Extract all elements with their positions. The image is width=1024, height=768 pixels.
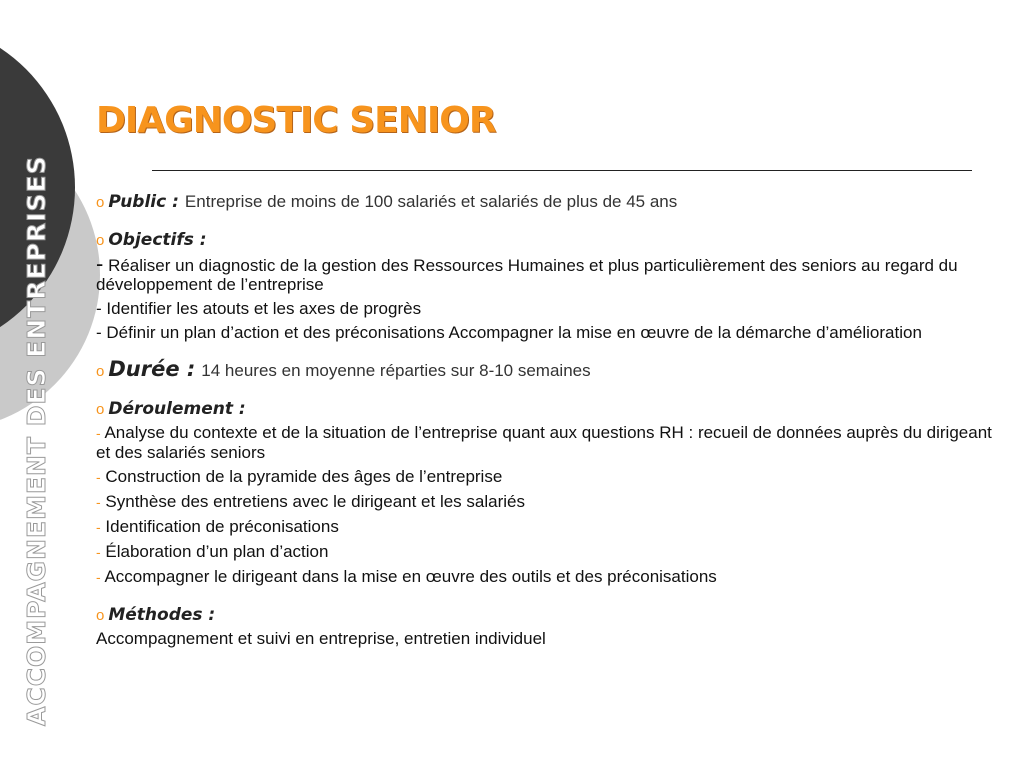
public-text: Entreprise de moins de 100 salariés et salariés de plus de 45 ans [184, 192, 678, 211]
dash-marker: - [96, 299, 102, 318]
dash-marker: - [96, 519, 101, 535]
list-item-text: Identifier les atouts et les axes de progrès [106, 299, 422, 318]
side-vertical-label: ACCOMPAGNEMENT DES ENTREPRISES [22, 155, 51, 726]
slide-title: DIAGNOSTIC SENIOR [96, 100, 496, 141]
title-underline [152, 170, 972, 171]
bullet-icon: o [96, 194, 105, 211]
list-item [96, 467, 996, 487]
bullet-icon: o [96, 401, 105, 418]
list-item-text: Analyse du contexte et de la situation de l’entreprise quant aux questions RH : recueil de données auprès du dirigeant et des salariés seniors [96, 423, 992, 462]
list-item [96, 323, 996, 342]
section-public [96, 192, 996, 212]
list-item [96, 517, 996, 537]
list-item [96, 299, 996, 318]
section-heading-deroulement: Déroulement : [108, 399, 246, 419]
list-item-text: Élaboration d’un plan d’action [105, 542, 329, 561]
section-deroulement [96, 399, 996, 587]
dash-marker: - [96, 251, 104, 276]
section-heading-objectifs: Objectifs : [108, 230, 207, 250]
list-item [96, 567, 996, 587]
list-item-text: Identification de préconisations [105, 517, 339, 536]
section-heading-duree: Durée : [108, 357, 196, 381]
bullet-icon: o [96, 363, 105, 380]
list-item-text: Synthèse des entretiens avec le dirigeant et les salariés [105, 492, 525, 511]
section-duree [96, 357, 996, 381]
dash-marker: - [96, 569, 101, 585]
list-item-text: Construction de la pyramide des âges de l’entreprise [105, 467, 503, 486]
section-objectifs [96, 230, 996, 342]
list-item [96, 423, 996, 462]
methodes-text: Accompagnement et suivi en entreprise, entretien individuel [96, 629, 546, 648]
bullet-icon: o [96, 607, 105, 624]
list-item-text: Réaliser un diagnostic de la gestion des Ressources Humaines et plus particulièrement des seniors au regard du développement de l’entreprise [96, 256, 958, 294]
dash-marker: - [96, 494, 101, 510]
dash-marker: - [96, 323, 102, 342]
dash-marker: - [96, 469, 101, 485]
dash-marker: - [96, 544, 101, 560]
list-item [96, 251, 996, 294]
section-heading-methodes: Méthodes : [108, 605, 216, 625]
list-item [96, 542, 996, 562]
bullet-icon: o [96, 232, 105, 249]
dash-marker: - [96, 425, 101, 441]
duree-text: 14 heures en moyenne réparties sur 8-10 semaines [201, 361, 591, 380]
section-methodes [96, 605, 996, 648]
section-heading-public: Public : [108, 192, 179, 212]
list-item-text: Définir un plan d’action et des préconisations Accompagner la mise en œuvre de la démarche d’amélioration [106, 323, 922, 342]
list-item-text: Accompagner le dirigeant dans la mise en œuvre des outils et des préconisations [104, 567, 717, 586]
list-item [96, 492, 996, 512]
slide-content [96, 192, 996, 666]
